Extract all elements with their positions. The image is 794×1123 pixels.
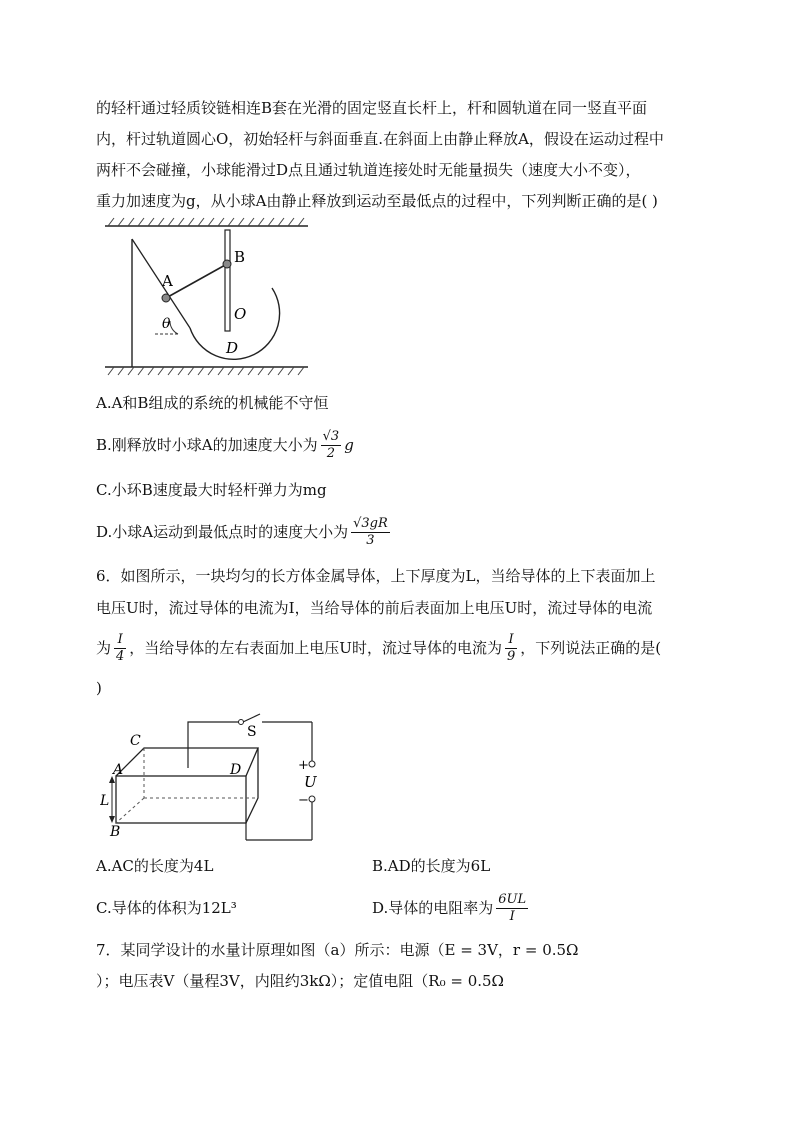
q6-figure <box>100 708 330 848</box>
label-b: B <box>234 248 246 266</box>
q5-option-b-num: √3 <box>322 428 340 444</box>
label-l: L <box>100 793 110 809</box>
q6-line3-frac2-den: 9 <box>506 648 516 664</box>
q5-option-a: A.A和B组成的系统的机械能不守恒 <box>96 394 329 412</box>
q6-line3-fraction-2 <box>505 632 517 665</box>
q5-text-line-4: 重力加速度为g，从小球A由静止释放到运动至最低点的过程中，下列判断正确的是( ) <box>96 192 658 210</box>
q6-option-d-den: I <box>509 908 515 924</box>
q5-figure <box>100 216 315 381</box>
q6-text-line-1: 6．如图所示，一块均匀的长方体金属导体，上下厚度为L，当给导体的上下表面加上 <box>96 567 656 585</box>
q5-option-d-prefix: D.小球A运动到最低点时的速度大小为 <box>96 523 349 541</box>
q6-line3-frac2-num: I <box>505 632 517 649</box>
q6-text-line-3 <box>96 628 661 668</box>
q7-text-line-1: 7．某同学设计的水量计原理如图（a）所示：电源（E = 3V，r = 0.5Ω <box>96 941 579 959</box>
label-theta: θ <box>162 316 171 332</box>
q6-option-b: B.AD的长度为6L <box>372 857 491 875</box>
q6-option-d-fraction <box>496 892 528 925</box>
q5-option-d-den: 3 <box>366 532 375 548</box>
label-s: S <box>247 724 257 740</box>
q6-text-line-2: 电压U时，流过导体的电流为I，当给导体的前后表面加上电压U时，流过导体的电流 <box>96 599 653 617</box>
q5-option-b-prefix: B.刚释放时小球A的加速度大小为 <box>96 436 318 454</box>
label-u: U <box>304 773 317 791</box>
label-d: D <box>230 762 242 778</box>
label-b: B <box>110 824 121 840</box>
q6-option-a: A.AC的长度为4L <box>96 857 214 875</box>
q6-option-d <box>372 888 531 928</box>
q5-option-b-suffix: g <box>344 436 354 454</box>
q5-option-b <box>96 425 354 465</box>
q7-text-line-2: ）；电压表V（量程3V，内阻约3kΩ）；定值电阻（R₀ = 0.5Ω <box>96 972 504 990</box>
label-minus: − <box>298 793 309 808</box>
label-c: C <box>130 733 141 749</box>
q6-line3-fraction-1 <box>114 632 126 665</box>
label-a: A <box>113 762 124 778</box>
q5-option-b-den: 2 <box>326 445 336 461</box>
q6-option-c: C.导体的体积为12L³ <box>96 899 237 917</box>
label-d: D <box>226 339 239 357</box>
q6-line3-frac1-num: I <box>114 632 126 649</box>
q6-line3-frac1-den: 4 <box>116 648 125 664</box>
q5-text-line-1: 的轻杆通过轻质铰链相连B套在光滑的固定竖直长杆上，杆和圆轨道在同一竖直平面 <box>96 99 648 117</box>
q5-option-d-num: √3gR <box>353 515 388 531</box>
q6-text-line-4: ) <box>96 679 102 697</box>
q5-option-b-fraction <box>321 429 342 462</box>
q5-option-d <box>96 512 393 552</box>
q6-line3-mid: ，当给导体的左右表面加上电压U时，流过导体的电流为 <box>129 639 502 657</box>
q5-option-d-fraction <box>351 516 390 549</box>
label-a: A <box>162 272 173 290</box>
q6-option-d-num: 6UL <box>498 891 527 907</box>
label-plus: + <box>298 758 309 773</box>
q5-text-line-3: 两杆不会碰撞，小球能滑过D点且通过轨道连接处时无能量损失（速度大小不变）， <box>96 161 641 179</box>
q6-line3-prefix: 为 <box>96 639 112 657</box>
q6-line3-suffix: ，下列说法正确的是( <box>520 639 662 657</box>
q6-option-d-prefix: D.导体的电阻率为 <box>372 899 494 917</box>
label-o: O <box>234 305 247 323</box>
q5-text-line-2: 内，杆过轨道圆心O，初始轻杆与斜面垂直.在斜面上由静止释放A，假设在运动过程中 <box>96 130 664 148</box>
q5-option-c: C.小环B速度最大时轻杆弹力为mg <box>96 481 327 499</box>
